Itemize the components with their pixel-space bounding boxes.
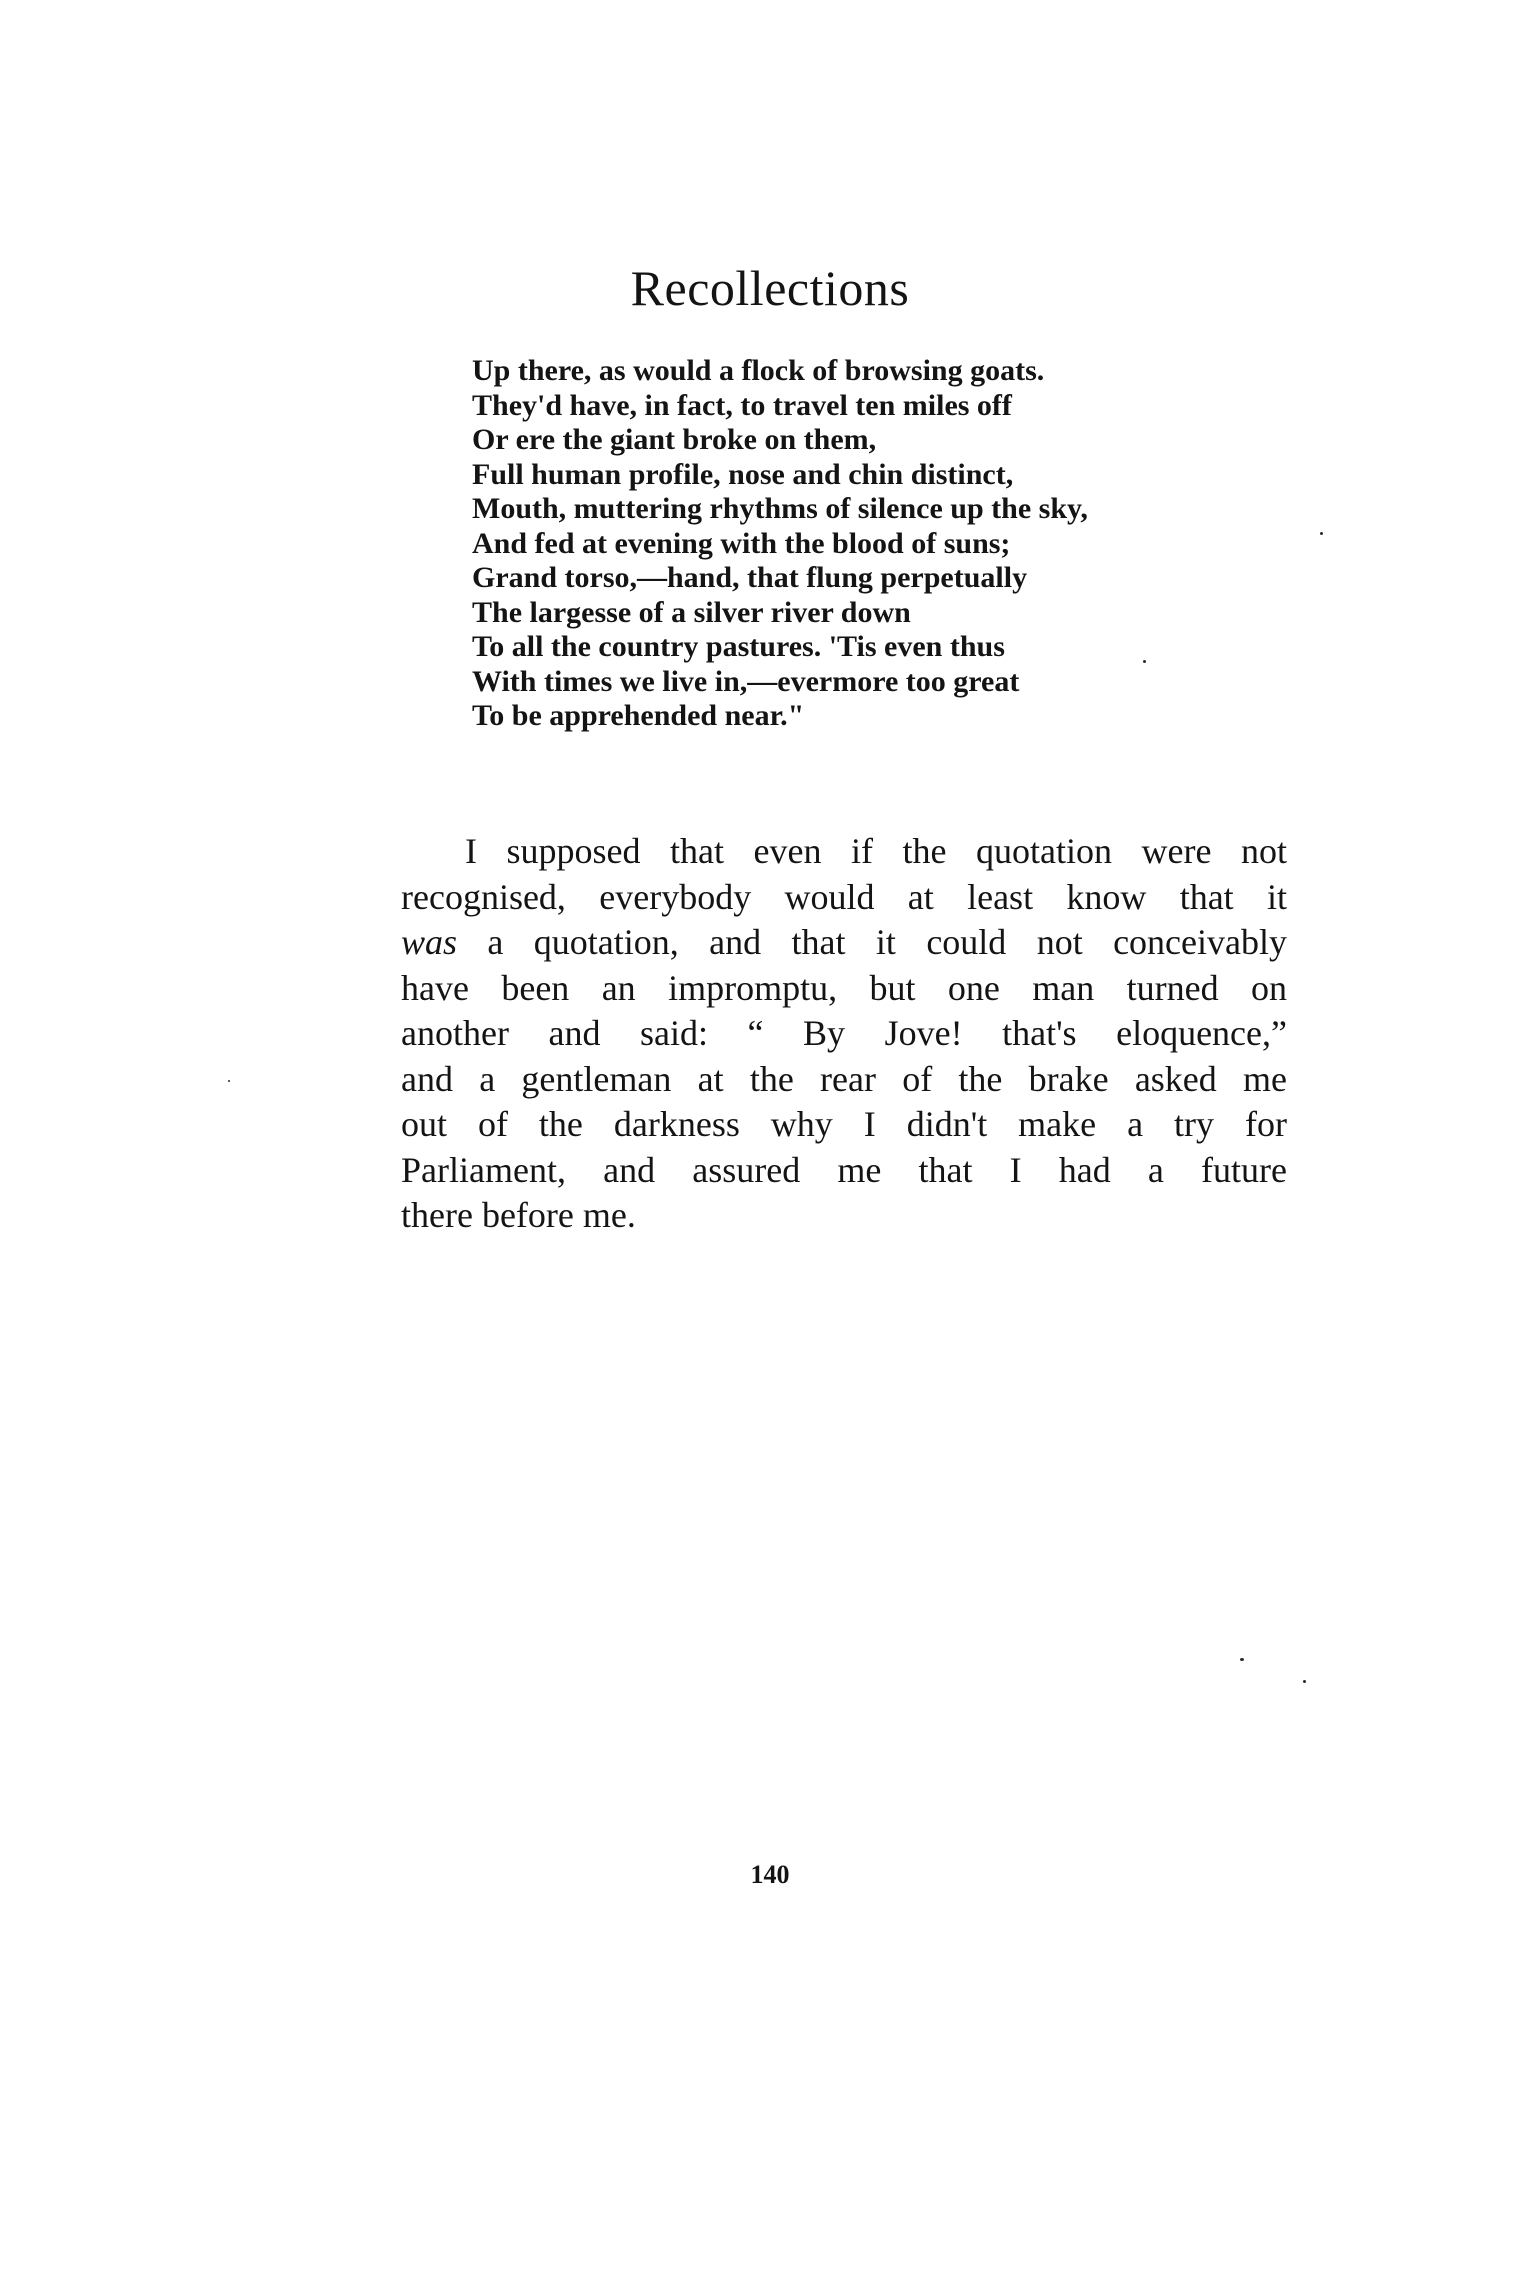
page-number: 140 xyxy=(750,1860,790,1889)
italic-emphasis: was xyxy=(401,922,458,962)
verse-line: To all the country pastures. 'Tis even thus xyxy=(472,630,1005,663)
paragraph-line: I supposed that even if the quotation were not xyxy=(465,831,1287,871)
scan-speck xyxy=(1320,532,1323,535)
running-head: Recollections xyxy=(630,260,910,316)
paragraph-line: another and said: “ By Jove! that's eloquence,” xyxy=(401,1013,1287,1053)
verse-line: The largesse of a silver river down xyxy=(472,595,911,629)
body-paragraph xyxy=(401,829,1287,1239)
scan-speck xyxy=(1240,1658,1244,1661)
paragraph-line-text: a quotation, and that it could not conceivably xyxy=(457,922,1287,962)
paragraph-line: out of the darkness why I didn't make a try for xyxy=(401,1104,1287,1144)
scan-speck xyxy=(1143,660,1146,663)
paragraph-line: there before me. xyxy=(401,1195,636,1235)
verse-line: To be apprehended near." xyxy=(472,699,805,732)
verse-quotation xyxy=(472,354,1332,734)
paragraph-line: and a gentleman at the rear of the brake asked me xyxy=(401,1058,1287,1099)
verse-line: Up there, as would a flock of browsing goats. xyxy=(472,354,1045,387)
verse-line: Full human profile, nose and chin distinct, xyxy=(472,457,1014,491)
verse-line: And fed at evening with the blood of suns; xyxy=(472,526,1011,560)
scan-speck xyxy=(1303,1680,1306,1683)
verse-line: With times we live in,—evermore too great xyxy=(472,664,1020,698)
verse-line: Or ere the giant broke on them, xyxy=(472,423,877,456)
paragraph-line xyxy=(401,920,1287,966)
paragraph-line: have been an impromptu, but one man turned on xyxy=(401,967,1287,1008)
verse-line: They'd have, in fact, to travel ten miles off xyxy=(472,388,1012,422)
paragraph-line: recognised, everybody would at least know that it xyxy=(401,876,1287,917)
paragraph-line: Parliament, and assured me that I had a future xyxy=(401,1149,1287,1190)
verse-line: Mouth, muttering rhythms of silence up the sky, xyxy=(472,492,1088,525)
verse-line: Grand torso,—hand, that flung perpetually xyxy=(472,561,1028,594)
scan-speck xyxy=(228,1080,230,1082)
